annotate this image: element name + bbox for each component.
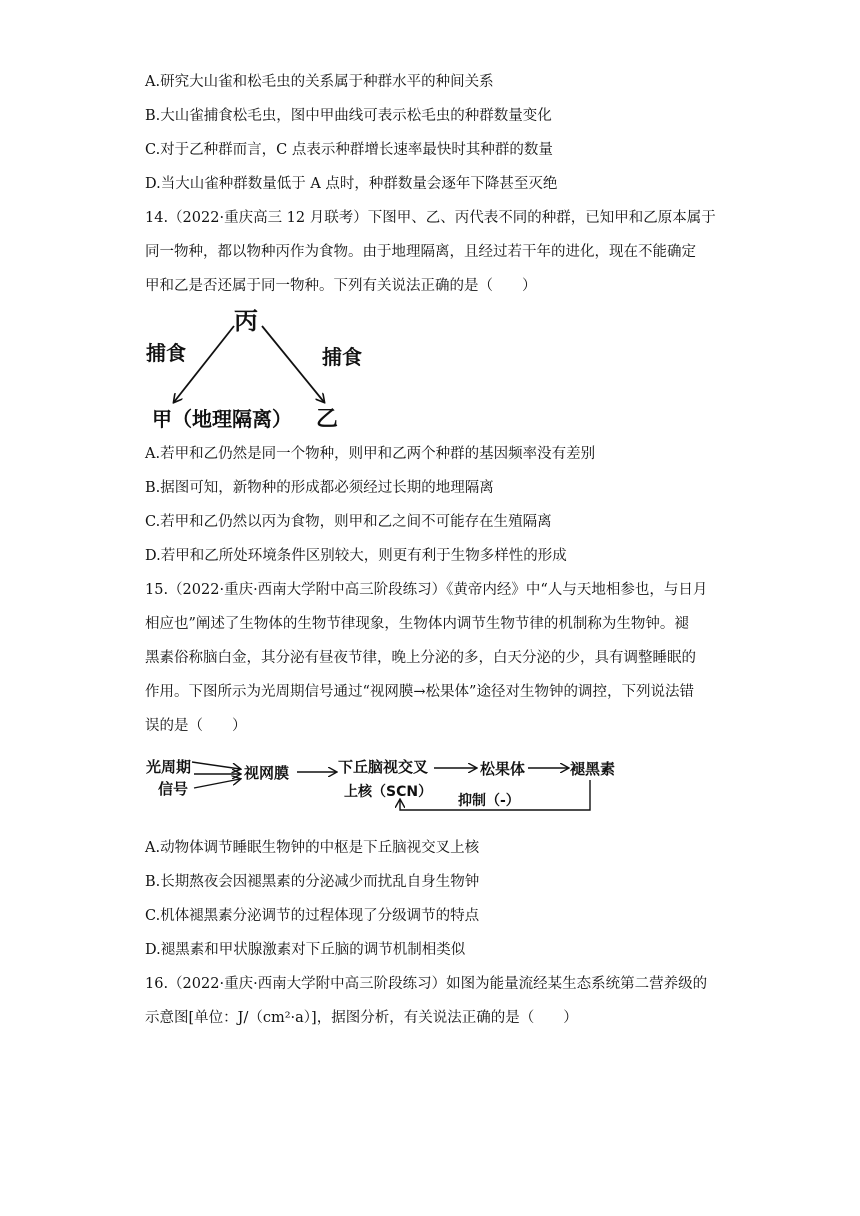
q16-stem-line-2: 示意图[单位：J/（cm²·a）]，据图分析，有关说法正确的是（ ） — [145, 1010, 578, 1026]
q14-food-web-diagram — [140, 302, 380, 434]
diagram-retina: 视网膜 — [244, 764, 290, 782]
q15-stem-line-2: 相应也”阐述了生物体的生物节律现象，生物体内调节生物节律的机制称为生物钟。褪 — [145, 616, 689, 632]
diagram-node-bing: 丙 — [234, 307, 258, 335]
q15-stem-line-1: 15.（2022·重庆·西南大学附中高三阶段练习）《黄帝内经》中“人与天地相参也，与日月 — [145, 582, 708, 598]
q13-option-d: D.当大山雀种群数量低于 A 点时，种群数量会逐年下降甚至灭绝 — [145, 176, 558, 192]
diagram-pineal: 松果体 — [480, 760, 526, 778]
q15-option-a: A.动物体调节睡眠生物钟的中枢是下丘脑视交叉上核 — [145, 840, 480, 856]
q15-option-d: D.褪黑素和甲状腺激素对下丘脑的调节机制相类似 — [145, 942, 466, 958]
q13-option-c: C.对于乙种群而言，C 点表示种群增长速率最快时其种群的数量 — [145, 142, 553, 158]
q16-stem-line-1: 16.（2022·重庆·西南大学附中高三阶段练习）如图为能量流经某生态系统第二营养级的 — [145, 976, 708, 992]
q15-biological-clock-diagram — [140, 748, 630, 820]
q15-stem-line-5: 误的是（ ） — [145, 718, 247, 734]
arrow-bing-to-yi — [262, 326, 324, 402]
q14-stem-line-3: 甲和乙是否还属于同一物种。下列有关说法正确的是（ ） — [145, 278, 537, 294]
diagram-scn-line2: 上核（SCN） — [344, 784, 433, 800]
diagram-label-right-predation: 捕食 — [322, 345, 362, 369]
q15-stem-line-4: 作用。下图所示为光周期信号通过“视网膜→松果体”途径对生物钟的调控，下列说法错 — [145, 684, 694, 700]
diagram-light-signal-line2: 信号 — [158, 780, 189, 798]
diagram-melatonin: 褪黑素 — [570, 760, 616, 778]
q15-option-b: B.长期熬夜会因褪黑素的分泌减少而扰乱自身生物钟 — [145, 874, 480, 890]
diagram-node-yi: 乙 — [316, 407, 339, 432]
diagram-label-left-predation: 捕食 — [146, 341, 186, 365]
arrow-signal-top — [192, 762, 240, 769]
q14-stem-line-1: 14.（2022·重庆高三 12 月联考）下图甲、乙、丙代表不同的种群，已知甲和乙原本属于 — [145, 210, 716, 226]
q15-option-c: C.机体褪黑素分泌调节的过程体现了分级调节的特点 — [145, 908, 480, 924]
q14-stem-line-2: 同一物种，都以物种丙作为食物。由于地理隔离，且经过若干年的进化，现在不能确定 — [145, 244, 696, 260]
q13-option-b: B.大山雀捕食松毛虫，图中甲曲线可表示松毛虫的种群数量变化 — [145, 108, 552, 124]
diagram-light-signal-line1: 光周期 — [146, 758, 192, 776]
q15-stem-line-3: 黑素俗称脑白金，其分泌有昼夜节律，晚上分泌的多，白天分泌的少，具有调整睡眠的 — [145, 650, 696, 666]
q13-option-a: A.研究大山雀和松毛虫的关系属于种群水平的种间关系 — [145, 74, 494, 90]
arrow-signal-bottom — [194, 779, 240, 788]
q14-option-b: B.据图可知，新物种的形成都必须经过长期的地理隔离 — [145, 480, 494, 496]
q14-option-d: D.若甲和乙所处环境条件区别较大，则更有利于生物多样性的形成 — [145, 548, 567, 564]
diagram-node-jia: 甲（地理隔离） — [152, 407, 292, 431]
q14-option-a: A.若甲和乙仍然是同一个物种，则甲和乙两个种群的基因频率没有差别 — [145, 446, 596, 462]
diagram-scn-line1: 下丘脑视交叉 — [338, 758, 429, 776]
diagram-inhibit-label: 抑制（-） — [458, 793, 520, 809]
q14-option-c: C.若甲和乙仍然以丙为食物，则甲和乙之间不可能存在生殖隔离 — [145, 514, 552, 530]
